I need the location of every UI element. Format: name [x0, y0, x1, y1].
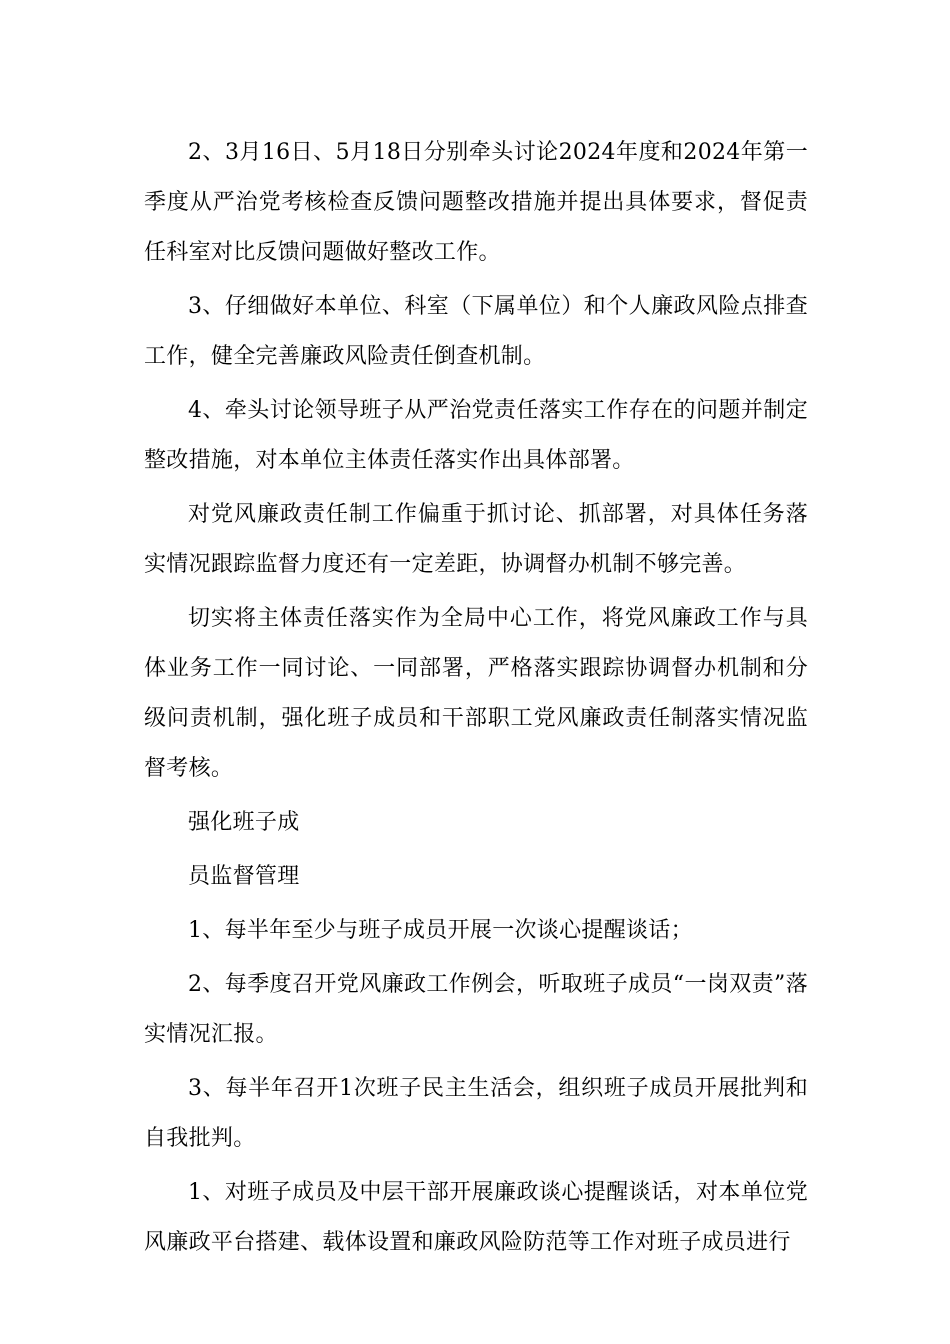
paragraph-10: 3、每半年召开1次班子民主生活会，组织班子成员开展批判和自我批判。 — [144, 1076, 808, 1151]
document-body — [144, 128, 808, 1272]
paragraph-7: 员监督管理 — [188, 864, 300, 889]
paragraph-8: 1、每半年至少与班子成员开展一次谈心提醒谈话； — [188, 918, 693, 943]
paragraph-1: 2、3月16日、5月18日分别牵头讨论2024年度和2024年第一季度从严治党考核检查反馈问题整改措施并提出具体要求，督促责任科室对比反馈问题做好整改工作。 — [144, 140, 808, 265]
paragraph-5: 切实将主体责任落实作为全局中心工作，将党风廉政工作与具体业务工作一同讨论、一同部署，严格落实跟踪协调督办机制和分级问责机制，强化班子成员和干部职工党风廉政责任制落实情况监督考核。 — [144, 606, 808, 781]
paragraph-9: 2、每季度召开党风廉政工作例会，听取班子成员“一岗双责”落实情况汇报。 — [144, 972, 808, 1047]
paragraph-6: 强化班子成 — [188, 810, 300, 835]
paragraph-3: 4、牵头讨论领导班子从严治党责任落实工作存在的问题并制定整改措施，对本单位主体责任落实作出具体部署。 — [144, 398, 808, 473]
paragraph-11: 1、对班子成员及中层干部开展廉政谈心提醒谈话，对本单位党风廉政平台搭建、载体设置和廉政风险防范等工作对班子成员进行 — [144, 1180, 808, 1255]
paragraph-2: 3、仔细做好本单位、科室（下属单位）和个人廉政风险点排查工作，健全完善廉政风险责任倒查机制。 — [144, 294, 808, 369]
paragraph-4: 对党风廉政责任制工作偏重于抓讨论、抓部署，对具体任务落实情况跟踪监督力度还有一定差距，协调督办机制不够完善。 — [144, 502, 808, 577]
